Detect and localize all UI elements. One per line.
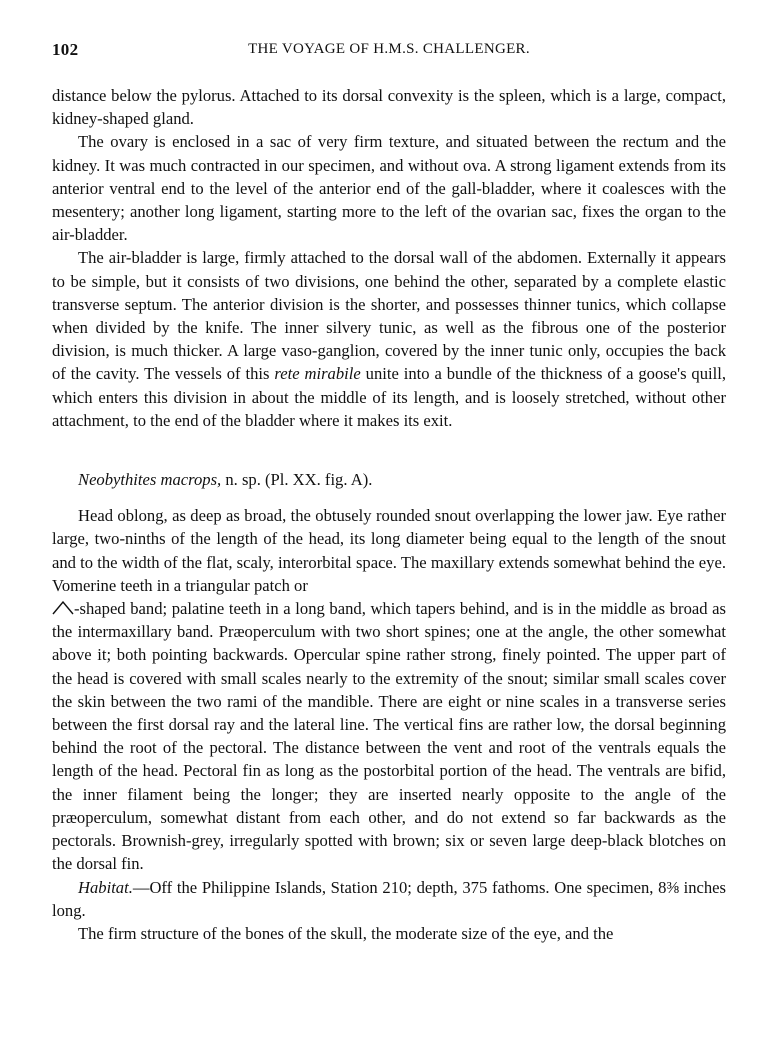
air-bladder-text-a: The air-bladder is large, firmly attached to the dorsal wall of the abdomen. Externally it appears to be simple, but it consists of two divisions, one behind the other, separated by a complete elastic transverse septum. The anterior division is the shorter, and possesses thinner tunics, which collapse when divided by the knife. The inner silvery tunic, as well as the fibrous one of the posterior division, is much thicker. A large vaso-ganglion, covered by the inner tunic only, occupies the back of the cavity. The vessels of this	[52, 248, 726, 384]
description-text-b: -shaped band; palatine teeth in a long band, which tapers behind, and is in the middle as broad as the intermaxillary band. Præoperculum with two short spines; one at the angle, the other somewhat above it; both pointing backwards. Opercular spine rather strong, finely pointed. The upper part of the head is covered with small scales nearly to the extremity of the snout; similar small scales cover the skin between the two rami of the mandible. There are eight or nine scales in a transverse series between the first dorsal ray and the lateral line. The vertical fins are rather low, the dorsal beginning behind the root of the pectoral. The distance between the vent and root of the ventrals equals the length of the head. Pectoral fin as long as the postorbital portion of the head. The ventrals are bifid, the inner filament being the longer; they are inserted nearly opposite to the angle of the præoperculum, somewhat distant from each other, and do not extend so far backwards as the pectorals. Brownish-grey, irregularly spotted with brown; six or seven large deep-black blotches on the dorsal fin.	[52, 599, 726, 874]
caret-shape-icon	[52, 601, 74, 615]
paragraph-air-bladder	[52, 246, 726, 432]
running-head	[52, 40, 726, 62]
species-heading	[52, 468, 726, 491]
running-title: THE VOYAGE OF H.M.S. CHALLENGER.	[248, 41, 530, 57]
body-text	[52, 84, 726, 945]
air-bladder-text-b: unite into a bundle of the thickness of a goose's quill, which enters this division in about the middle of its length, and is loosely stretched, without other attachment, to the end of the bladder where it makes its exit.	[52, 364, 727, 430]
section-gap	[52, 432, 726, 468]
paragraph-pylorus: distance below the pylorus. Attached to its dorsal convexity is the spleen, which is a large, compact, kidney-shaped gland.	[52, 86, 726, 129]
species-name: Neobythites macrops,	[78, 470, 222, 490]
paragraph-habitat	[52, 876, 726, 922]
rete-mirabile-term: rete mirabile	[274, 364, 361, 384]
paragraph-description	[52, 504, 726, 875]
species-suffix: n. sp. (Pl. XX. fig. A).	[225, 470, 373, 490]
description-text-a: Head oblong, as deep as broad, the obtusely rounded snout overlapping the lower jaw. Eye rather large, two-ninths of the length of the head, its long diameter being equal to the length of the snout and to the width of the flat, scaly, interorbital space. The maxillary extends somewhat behind the eye. Vomerine teeth in a triangular patch or	[52, 506, 726, 595]
paragraph-ovary: The ovary is enclosed in a sac of very firm texture, and situated between the rectum and the kidney. It was much contracted in our specimen, and without ova. A strong ligament extends from its anterior ventral end to the level of the anterior end of the gall-bladder, where it coalesces with the mesentery; another long ligament, starting more to the left of the ovarian sac, fixes the organ to the air-bladder.	[52, 132, 726, 245]
habitat-text: —Off the Philippine Islands, Station 210; depth, 375 fathoms. One specimen, 8⅜ inches long.	[52, 877, 726, 920]
habitat-label: Habitat.	[78, 877, 133, 897]
paragraph-closing: The firm structure of the bones of the skull, the moderate size of the eye, and the	[78, 923, 614, 943]
page-number: 102	[52, 40, 79, 59]
